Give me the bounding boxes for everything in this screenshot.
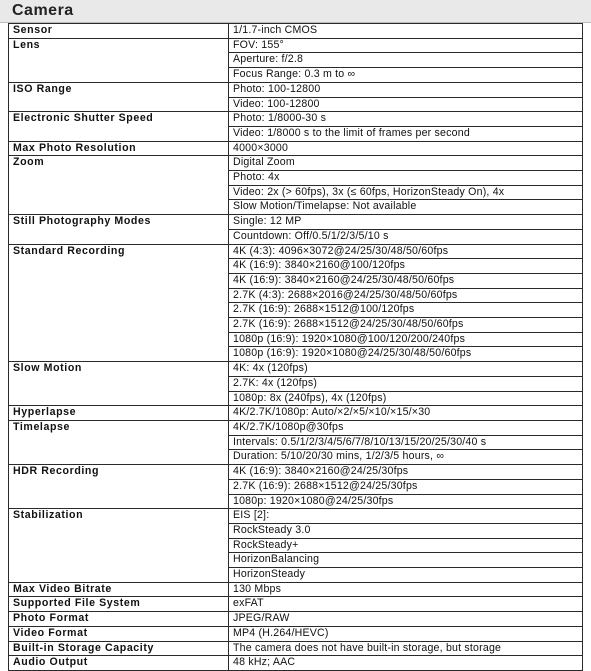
spec-value: 4K/2.7K/1080p: Auto/×2/×5/×10/×15/×30: [229, 406, 583, 421]
spec-row: [9, 362, 583, 377]
spec-label: Photo Format: [9, 612, 229, 627]
spec-label: Slow Motion: [9, 362, 229, 406]
spec-value: 1080p (16:9): 1920×1080@24/25/30/48/50/60fps: [229, 347, 583, 362]
spec-value: 2.7K (16:9): 2688×1512@100/120fps: [229, 303, 583, 318]
spec-label: Zoom: [9, 156, 229, 215]
spec-value: Photo: 100-12800: [229, 82, 583, 97]
spec-value: MP4 (H.264/HEVC): [229, 626, 583, 641]
spec-label: Still Photography Modes: [9, 215, 229, 244]
spec-row: [9, 626, 583, 641]
spec-label: Max Video Bitrate: [9, 582, 229, 597]
spec-row: [9, 82, 583, 97]
spec-value: Focus Range: 0.3 m to ∞: [229, 68, 583, 83]
spec-value: JPEG/RAW: [229, 612, 583, 627]
spec-value: 4K/2.7K/1080p@30fps: [229, 420, 583, 435]
spec-row: [9, 465, 583, 480]
spec-value: Video: 1/8000 s to the limit of frames per second: [229, 126, 583, 141]
spec-value: 1080p: 1920×1080@24/25/30fps: [229, 494, 583, 509]
spec-value: 4K (16:9): 3840×2160@24/25/30/48/50/60fps: [229, 273, 583, 288]
spec-row: [9, 38, 583, 53]
spec-table-body: [9, 24, 583, 671]
spec-label: Timelapse: [9, 420, 229, 464]
spec-row: [9, 24, 583, 39]
spec-label: Lens: [9, 38, 229, 82]
spec-row: [9, 420, 583, 435]
spec-value: Intervals: 0.5/1/2/3/4/5/6/7/8/10/13/15/20/25/30/40 s: [229, 435, 583, 450]
spec-value: exFAT: [229, 597, 583, 612]
spec-label: Standard Recording: [9, 244, 229, 362]
spec-row: [9, 641, 583, 656]
spec-value: 2.7K (16:9): 2688×1512@24/25/30/48/50/60fps: [229, 318, 583, 333]
spec-label: Stabilization: [9, 509, 229, 583]
spec-row: [9, 406, 583, 421]
spec-label: Audio Output: [9, 656, 229, 671]
spec-value: FOV: 155°: [229, 38, 583, 53]
spec-value: RockSteady 3.0: [229, 523, 583, 538]
spec-value: 4K: 4x (120fps): [229, 362, 583, 377]
spec-value: 48 kHz; AAC: [229, 656, 583, 671]
spec-value: 4K (4:3): 4096×3072@24/25/30/48/50/60fps: [229, 244, 583, 259]
spec-label: Hyperlapse: [9, 406, 229, 421]
spec-label: Built-in Storage Capacity: [9, 641, 229, 656]
spec-value: HorizonBalancing: [229, 553, 583, 568]
spec-value: Slow Motion/Timelapse: Not available: [229, 200, 583, 215]
spec-row: [9, 156, 583, 171]
spec-value: HorizonSteady: [229, 568, 583, 583]
spec-value: The camera does not have built-in storage, but storage: [229, 641, 583, 656]
spec-value: Video: 100-12800: [229, 97, 583, 112]
spec-row: [9, 215, 583, 230]
spec-value: 130 Mbps: [229, 582, 583, 597]
spec-row: [9, 509, 583, 524]
section-header-bar: [0, 0, 591, 23]
spec-label: ISO Range: [9, 82, 229, 111]
spec-label: Video Format: [9, 626, 229, 641]
spec-value: 1080p: 8x (240fps), 4x (120fps): [229, 391, 583, 406]
spec-row: [9, 597, 583, 612]
spec-value: 4000×3000: [229, 141, 583, 156]
spec-value: 2.7K: 4x (120fps): [229, 376, 583, 391]
spec-label: Sensor: [9, 24, 229, 39]
spec-value: Aperture: f/2.8: [229, 53, 583, 68]
spec-value: Duration: 5/10/20/30 mins, 1/2/3/5 hours, ∞: [229, 450, 583, 465]
spec-row: [9, 612, 583, 627]
spec-label: Electronic Shutter Speed: [9, 112, 229, 141]
spec-row: [9, 582, 583, 597]
spec-label: HDR Recording: [9, 465, 229, 509]
spec-value: Single: 12 MP: [229, 215, 583, 230]
spec-value: 2.7K (4:3): 2688×2016@24/25/30/48/50/60fps: [229, 288, 583, 303]
spec-value: Digital Zoom: [229, 156, 583, 171]
spec-row: [9, 244, 583, 259]
spec-value: Countdown: Off/0.5/1/2/3/5/10 s: [229, 229, 583, 244]
spec-value: Video: 2x (> 60fps), 3x (≤ 60fps, HorizonSteady On), 4x: [229, 185, 583, 200]
section-title: Camera: [12, 2, 74, 19]
spec-value: 1/1.7-inch CMOS: [229, 24, 583, 39]
spec-value: Photo: 1/8000-30 s: [229, 112, 583, 127]
spec-value: RockSteady+: [229, 538, 583, 553]
spec-value: 2.7K (16:9): 2688×1512@24/25/30fps: [229, 479, 583, 494]
spec-row: [9, 656, 583, 671]
spec-value: 4K (16:9): 3840×2160@100/120fps: [229, 259, 583, 274]
spec-label: Supported File System: [9, 597, 229, 612]
spec-row: [9, 112, 583, 127]
spec-label: Max Photo Resolution: [9, 141, 229, 156]
spec-row: [9, 141, 583, 156]
spec-value: Photo: 4x: [229, 171, 583, 186]
spec-value: 4K (16:9): 3840×2160@24/25/30fps: [229, 465, 583, 480]
spec-value: 1080p (16:9): 1920×1080@100/120/200/240fps: [229, 332, 583, 347]
spec-table: [8, 23, 583, 671]
spec-value: EIS [2]:: [229, 509, 583, 524]
